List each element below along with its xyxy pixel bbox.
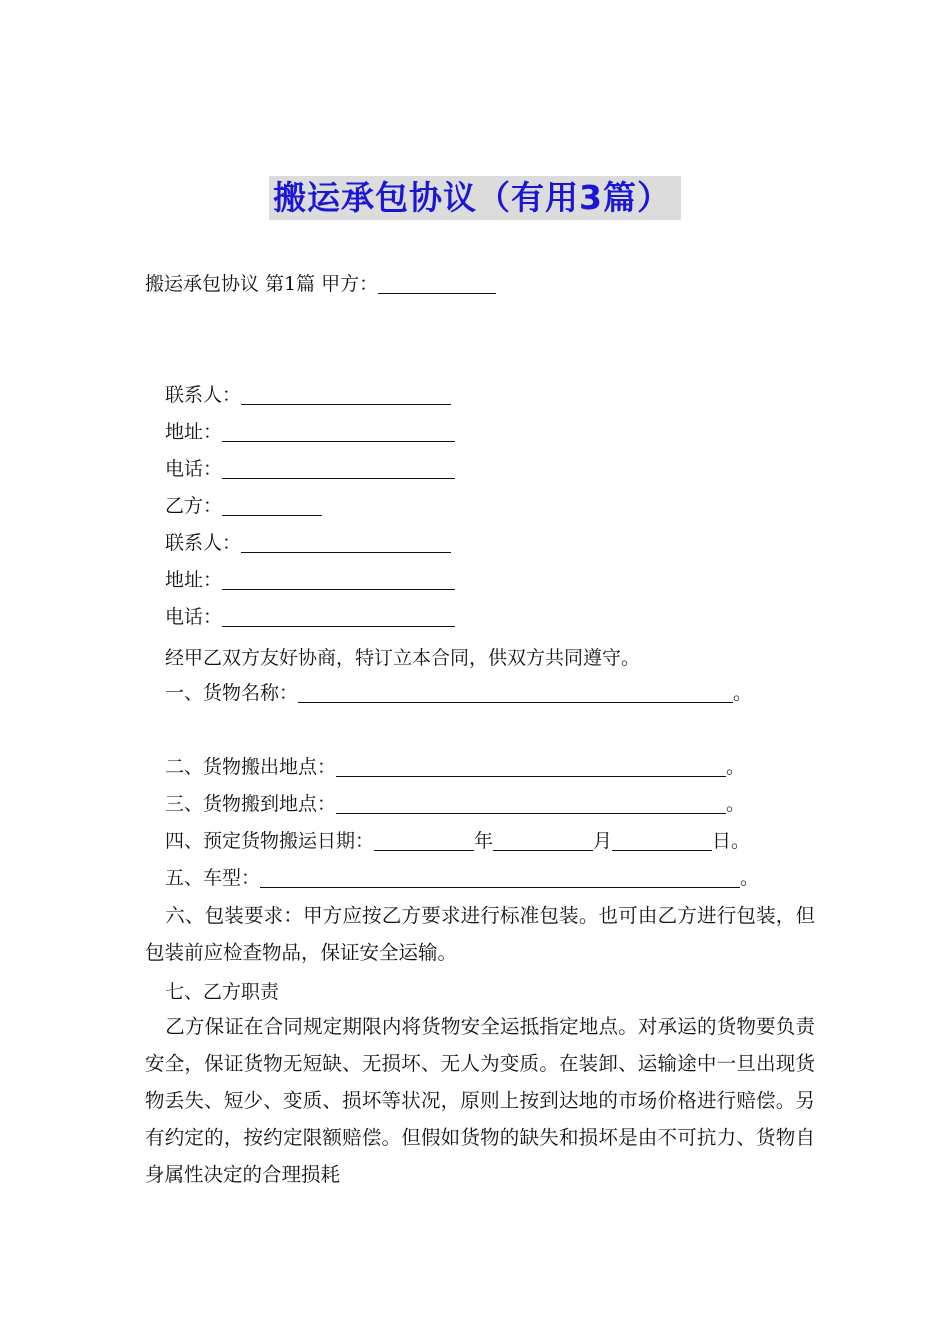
clause-4 [165, 827, 750, 855]
preamble [165, 644, 640, 672]
clause-4-year-blank [374, 830, 474, 851]
clause-7-body [145, 1008, 815, 1193]
clause-7-heading [165, 978, 279, 1006]
clause-2-blank [336, 756, 726, 777]
clause-4-month: 月 [593, 830, 613, 852]
clause-3 [165, 790, 745, 818]
party-b-phone-blank [222, 606, 455, 627]
party-a-address-label: 地址： [165, 421, 223, 443]
clause-5-label: 五、车型： [165, 867, 261, 889]
clause-4-year: 年 [474, 830, 494, 852]
clause-1-period: 。 [733, 682, 753, 704]
clause-3-label: 三、货物搬到地点： [165, 793, 337, 815]
party-b-address [165, 566, 455, 594]
clause-4-label: 四、预定货物搬运日期： [165, 830, 375, 852]
party-b-contact-blank [241, 532, 451, 553]
clause-2-label: 二、货物搬出地点： [165, 756, 337, 778]
party-a-contact-label: 联系人： [165, 384, 242, 406]
clause-2-period: 。 [726, 756, 746, 778]
clause-1 [165, 679, 752, 707]
party-a-address [165, 418, 455, 446]
party-a-address-blank [222, 421, 455, 442]
party-b-phone [165, 603, 455, 631]
party-a-contact [165, 381, 451, 409]
party-b-blank [222, 495, 322, 516]
intro-text: 搬运承包协议 第1篇 甲方： [145, 273, 379, 295]
party-b-contact-label: 联系人： [165, 532, 242, 554]
clause-7-body-text: 乙方保证在合同规定期限内将货物安全运抵指定地点。对承运的货物要负责安全，保证货物无短缺、无损坏、无人为变质。在装卸、运输途中一旦出现货物丢失、短少、变质、损坏等状况，原则上按到达地的市场价格进行赔偿。另有约定的，按约定限额赔偿。但假如货物的缺失和损坏是由不可抗力、货物自身属性决定的合理损耗 [145, 1015, 815, 1186]
party-a-blank [378, 273, 496, 294]
clause-7-heading-text: 七、乙方职责 [165, 981, 280, 1003]
clause-4-day-blank [612, 830, 712, 851]
party-b-address-blank [222, 569, 455, 590]
party-b-name [165, 492, 322, 520]
clause-1-blank [298, 682, 733, 703]
party-b-label: 乙方： [165, 495, 223, 517]
clause-1-label: 一、货物名称： [165, 682, 299, 704]
clause-4-day: 日。 [712, 830, 751, 852]
clause-6 [145, 897, 815, 971]
clause-6-text: 六、包装要求：甲方应按乙方要求进行标准包装。也可由乙方进行包装，但包装前应检查物品，保证安全运输。 [145, 904, 815, 964]
clause-5-period: 。 [740, 867, 760, 889]
party-a-contact-blank [241, 384, 451, 405]
title-wrap [0, 176, 950, 220]
party-a-phone-label: 电话： [165, 458, 223, 480]
clause-5-blank [260, 867, 740, 888]
party-b-contact [165, 529, 451, 557]
clause-5 [165, 864, 759, 892]
party-a-phone [165, 455, 455, 483]
clause-3-period: 。 [726, 793, 746, 815]
document-title: 搬运承包协议（有用3篇） [269, 176, 681, 220]
party-b-address-label: 地址： [165, 569, 223, 591]
preamble-text: 经甲乙双方友好协商，特订立本合同，供双方共同遵守。 [165, 647, 641, 669]
clause-3-blank [336, 793, 726, 814]
clause-2 [165, 753, 745, 781]
intro-line [145, 270, 496, 298]
party-a-phone-blank [222, 458, 455, 479]
clause-4-month-blank [493, 830, 593, 851]
party-b-phone-label: 电话： [165, 606, 223, 628]
